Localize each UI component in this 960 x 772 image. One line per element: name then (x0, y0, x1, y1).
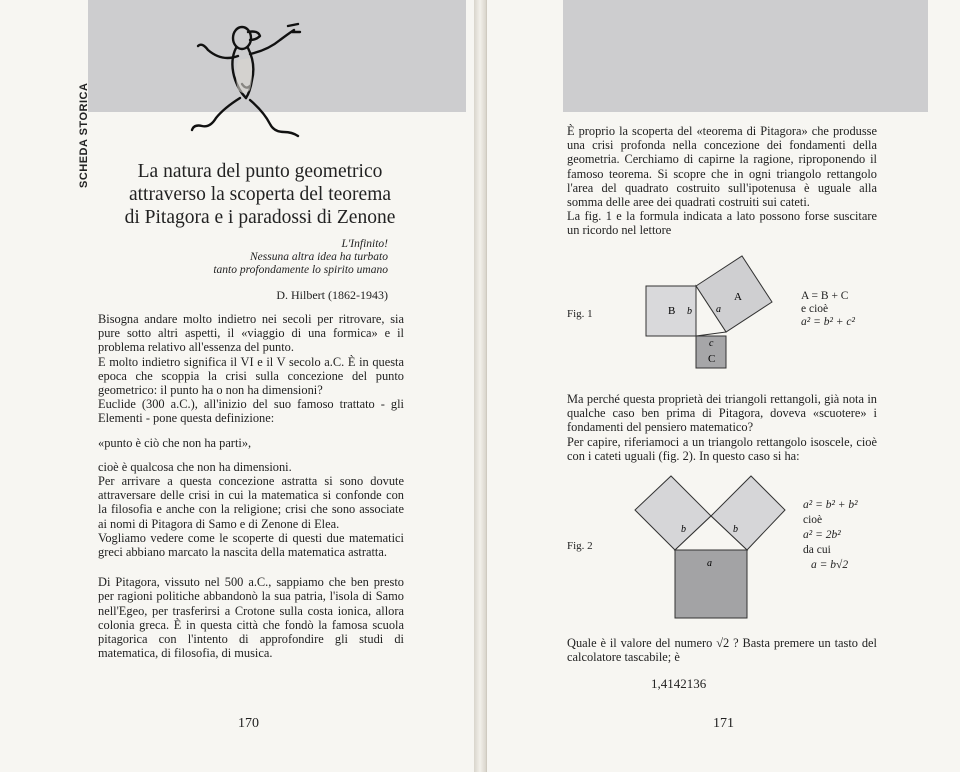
paragraph: E molto indietro significa il VI e il V secolo a.C. È in questa epoca che scoppia la crisi sulla concezione del punto geometrico: il punto ha o non ha dimensioni? (98, 354, 404, 398)
header-gray-band (563, 0, 928, 112)
epigraph-author: D. Hilbert (1862-1943) (276, 288, 388, 302)
paragraph: Per capire, riferiamoci a un triangolo rettangolo isoscele, cioè con i cateti uguali (fig. 2). In questo caso si ha: (567, 434, 877, 463)
side-label (78, 82, 114, 210)
fig1-label-A: A (734, 291, 742, 303)
paragraph: Per arrivare a questa concezione astratta si sono dovute attraversare delle crisi in cui la matematica si confonde con la filosofia e anche con la religione; crisi che sono associate ai nomi di Pitagora di Samo e di Zenone di Elea. (98, 474, 404, 531)
fig2-side-b-left: b (681, 524, 686, 535)
formula-line: a² = b² + c² (801, 316, 855, 328)
fig1-label-B: B (668, 305, 676, 317)
fig2-formula (803, 498, 858, 573)
fig2-side-b-right: b (733, 524, 738, 535)
book-gutter (474, 0, 486, 772)
fig1-side-a: a (716, 304, 721, 315)
left-page (0, 0, 475, 772)
epigraph-line-1: L'Infinito! (341, 238, 388, 250)
epigraph-line-2: Nessuna altra idea ha turbato (249, 251, 388, 263)
right-page (486, 0, 960, 772)
right-body-top (567, 124, 877, 238)
formula-line: cioè (803, 514, 823, 526)
title-line-1: La natura del punto geometrico (137, 161, 383, 182)
right-body-bottom (567, 636, 877, 664)
formula-line: a² = 2b² (803, 529, 841, 541)
paragraph: Vogliamo vedere come le scoperte di questi due matematici greci abbiano marcato la nascita della matematica astratta. (98, 530, 404, 560)
paragraph: È proprio la scoperta del «teorema di Pitagora» che produsse una crisi profonda nella concezione dei fondamenti della geometria. Cerchiamo di capirne la ragione, riproponendo il famoso teorema. Si scopre che in ogni triangolo rettangolo l'area del quadrato costruito sull'ipotenusa è uguale alla somma delle aree dei quadrati costruiti sui cateti. (567, 124, 877, 210)
formula-line: a² = b² + b² (803, 499, 858, 511)
fig1-formula (801, 290, 855, 329)
formula-line: e cioè (801, 303, 829, 315)
page-number-right: 171 (713, 716, 734, 731)
epigraph-line-3: tanto profondamente lo spirito umano (213, 264, 388, 276)
paragraph: Di Pitagora, vissuto nel 500 a.C., sappiamo che ben presto per ragioni politiche abbandonò la sua patria, l'isola di Samo nell'Egeo, per trasferirsi a Crotone sulla costa ionica, allora colonia greca. È in questa città che fondò la famosa scuola pitagorica con l'intento di approfondire gli studi di matematica, di filosofia, di musica. (98, 575, 404, 661)
paragraph: Quale è il valore del numero √2 ? Basta premere un tasto del calcolatore tascabile; è (567, 636, 877, 665)
formula-line: da cui (803, 544, 831, 556)
paragraph: Euclide (300 a.C.), all'inizio del suo famoso trattato - gli Elementi - pone questa definizione: (98, 397, 404, 426)
epigraph (118, 238, 388, 277)
sqrt2-value: 1,4142136 (651, 676, 707, 691)
side-label-text: SCHEDA STORICA (78, 82, 90, 188)
fig1-pythagoras-diagram (642, 250, 792, 375)
paragraph: La fig. 1 e la formula indicata a lato possono forse suscitare un ricordo nel lettore (567, 209, 877, 238)
formula-line: A = B + C (801, 290, 849, 302)
running-figure-illustration (180, 20, 320, 150)
paragraph: cioè è qualcosa che non ha dimensioni. (98, 459, 292, 474)
definition-quote: «punto è ciò che non ha parti», (98, 435, 252, 450)
right-body-middle (567, 392, 877, 463)
title-line-3: di Pitagora e i paradossi di Zenone (124, 207, 396, 228)
paragraph: Ma perché questa proprietà dei triangoli rettangoli, già nota in qualche caso ben prima di Pitagora, doveva «scuotere» i fondamenti del pensiero matematico? (567, 392, 877, 435)
fig2-side-a: a (707, 558, 712, 569)
fig2-label: Fig. 2 (567, 540, 593, 552)
formula-line: a = b√2 (811, 559, 849, 571)
page-number-left: 170 (238, 716, 259, 731)
left-body (98, 312, 404, 660)
fig1-label-C: C (708, 353, 716, 365)
fig1-side-c: c (709, 338, 714, 349)
fig1-label: Fig. 1 (567, 308, 593, 320)
title-line-2: attraverso la scoperta del teorema (128, 184, 392, 205)
fig1-side-b: b (687, 306, 692, 317)
fig2-isosceles-diagram (625, 470, 795, 620)
paragraph: Bisogna andare molto indietro nei secoli per ritrovare, sia pure sotto altri aspetti, il «viaggio di una formica» e il problema relativo all'essenza del punto. (98, 312, 404, 355)
article-title (110, 160, 410, 229)
